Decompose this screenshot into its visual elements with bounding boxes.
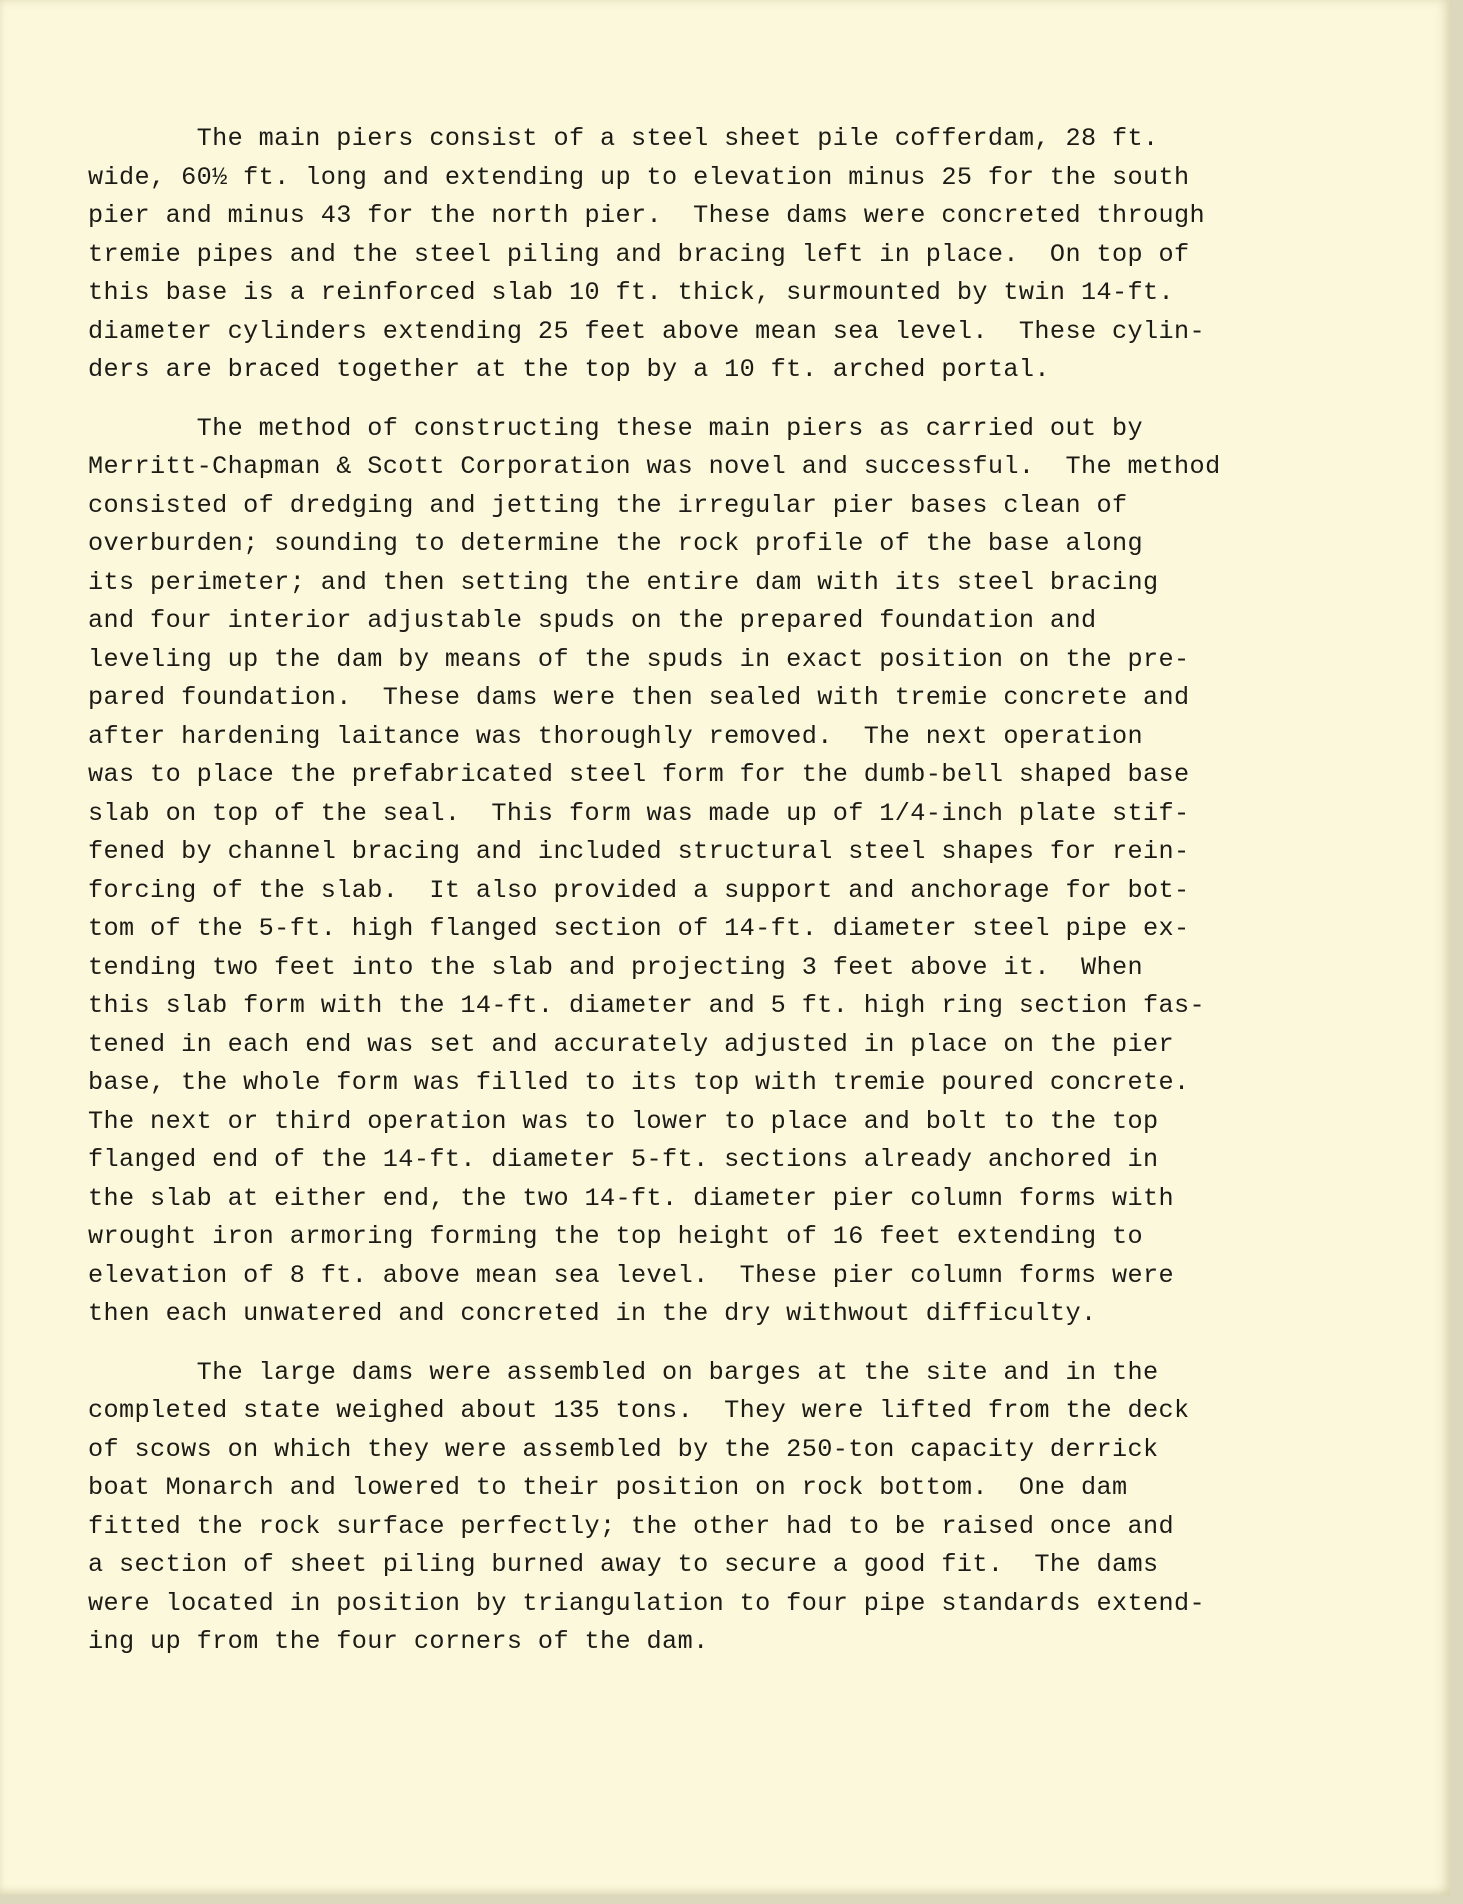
text-line: a section of sheet piling burned away to secure a good fit. The dams	[88, 1550, 1159, 1579]
text-line: its perimeter; and then setting the entire dam with its steel bracing	[88, 567, 1159, 597]
text-line: pier and minus 43 for the north pier. These dams were concreted through	[88, 201, 1206, 230]
text-line: tened in each end was set and accurately adjusted in place on the pier	[88, 1029, 1175, 1059]
text-line: boat Monarch and lowered to their position on rock bottom. One dam	[88, 1473, 1128, 1502]
text-line: fened by channel bracing and included structural steel shapes for rein-	[88, 837, 1190, 866]
text-line: fitted the rock surface perfectly; the other had to be raised once and	[88, 1511, 1175, 1541]
text-line: The main piers consist of a steel sheet pile cofferdam, 28 ft.	[88, 124, 1159, 153]
text-line: pared foundation. These dams were then sealed with tremie concrete and	[88, 683, 1190, 712]
document-body	[88, 120, 1358, 1682]
text-line: after hardening laitance was thoroughly removed. The next operation	[88, 721, 1144, 751]
text-line: Merritt-Chapman & Scott Corporation was novel and successful. The method	[88, 452, 1221, 481]
text-line: the slab at either end, the two 14-ft. diameter pier column forms with	[88, 1183, 1175, 1213]
text-line: ing up from the four corners of the dam.	[88, 1627, 709, 1656]
text-line: The next or third operation was to lower to place and bolt to the top	[88, 1106, 1159, 1136]
text-line: elevation of 8 ft. above mean sea level. These pier column forms were	[88, 1260, 1175, 1290]
paragraph-construction-method	[88, 410, 1358, 1334]
text-line: slab on top of the seal. This form was made up of 1/4-inch plate stif-	[88, 798, 1190, 828]
text-line: tremie pipes and the steel piling and bracing left in place. On top of	[88, 239, 1190, 269]
text-line: diameter cylinders extending 25 feet above mean sea level. These cylin-	[88, 316, 1206, 346]
text-line: were located in position by triangulation to four pipe standards extend-	[88, 1588, 1206, 1618]
text-line: ders are braced together at the top by a 10 ft. arched portal.	[88, 355, 1050, 384]
text-line: forcing of the slab. It also provided a support and anchorage for bot-	[88, 875, 1190, 905]
text-line: this base is a reinforced slab 10 ft. thick, surmounted by twin 14-ft.	[88, 278, 1175, 307]
text-line: consisted of dredging and jetting the irregular pier bases clean of	[88, 490, 1128, 520]
text-line: The method of constructing these main piers as carried out by	[88, 413, 1144, 443]
paragraph-dam-assembly	[88, 1354, 1358, 1662]
scan-edge-right	[1450, 0, 1463, 1904]
text-line: leveling up the dam by means of the spuds in exact position on the pre-	[88, 644, 1190, 674]
text-line: this slab form with the 14-ft. diameter and 5 ft. high ring section fas-	[88, 991, 1206, 1020]
text-line: then each unwatered and concreted in the dry withwout difficulty.	[88, 1299, 1097, 1328]
text-line: of scows on which they were assembled by the 250-ton capacity derrick	[88, 1434, 1159, 1464]
text-line: completed state weighed about 135 tons. They were lifted from the deck	[88, 1396, 1190, 1425]
text-line: flanged end of the 14-ft. diameter 5-ft. sections already anchored in	[88, 1145, 1159, 1174]
text-line: and four interior adjustable spuds on the prepared foundation and	[88, 606, 1097, 635]
text-line: tom of the 5-ft. high flanged section of 14-ft. diameter steel pipe ex-	[88, 914, 1190, 943]
text-line: base, the whole form was filled to its top with tremie poured concrete.	[88, 1068, 1190, 1097]
text-line: wrought iron armoring forming the top height of 16 feet extending to	[88, 1222, 1144, 1251]
text-line: tending two feet into the slab and projecting 3 feet above it. When	[88, 952, 1144, 982]
text-line: The large dams were assembled on barges at the site and in the	[88, 1357, 1159, 1387]
text-line: wide, 60½ ft. long and extending up to elevation minus 25 for the south	[88, 162, 1190, 192]
text-line: overburden; sounding to determine the rock profile of the base along	[88, 529, 1144, 558]
paragraph-main-piers	[88, 120, 1358, 390]
text-line: was to place the prefabricated steel form for the dumb-bell shaped base	[88, 760, 1190, 789]
scan-edge-bottom	[0, 1895, 1463, 1904]
